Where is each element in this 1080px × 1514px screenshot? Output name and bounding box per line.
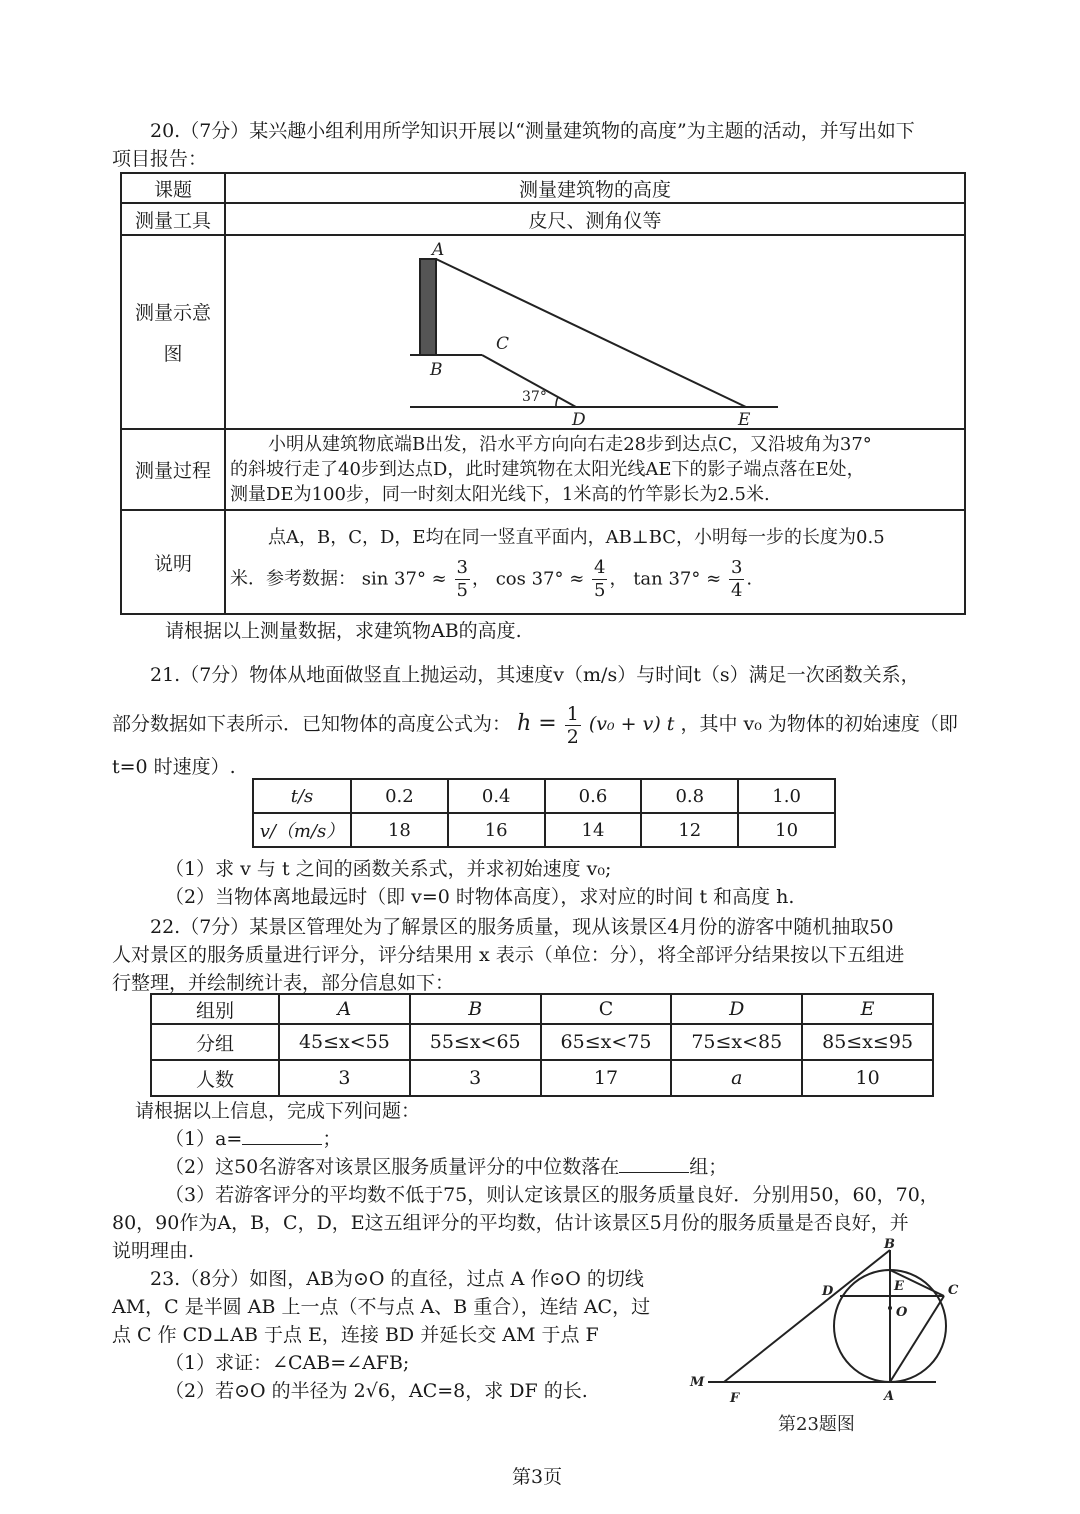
fig-label-d: D [822, 1284, 834, 1299]
angle-arc [556, 397, 558, 407]
label-d: D [572, 410, 586, 427]
q21-sub2: （2）当物体离地最远时（即 v=0 时物体高度），求对应的时间 t 和高度 h. [165, 886, 795, 908]
q22-sub3-line3: 说明理由. [112, 1240, 195, 1262]
q20-sin-text: sin 37° ≈ [361, 568, 447, 589]
q23-sub2-radius: 2√6 [353, 1380, 390, 1402]
cos-den: 5 [594, 579, 606, 601]
formula-num: 1 [566, 702, 579, 725]
q21-sub1: （1）求 v 与 t 之间的函数关系式，并求初始速度 v₀; [165, 858, 612, 880]
q20-tools-label: 测量工具 [121, 203, 225, 235]
q22-sub1 [165, 1126, 341, 1152]
q21-formula-h: h = [517, 711, 557, 736]
q23-sub2-prefix: （2）若⊙O 的半径为 [165, 1380, 348, 1402]
q22-sub3-line1: （3）若游客评分的平均数不低于75，则认定该景区的服务质量良好．分别用50，60，70， [165, 1184, 939, 1206]
q21-line3: t=0 时速度）. [112, 756, 236, 778]
q21-table-header-row [253, 779, 835, 813]
sun-ray-ae [436, 259, 746, 407]
q22-cell: 17 [541, 1060, 672, 1096]
fig-caption: 第23题图 [778, 1414, 855, 1435]
q22-sub2-prefix: （2）这50名游客对该景区服务质量评分的中位数落在 [165, 1156, 620, 1178]
q21-cell: 16 [448, 813, 545, 847]
q20-topic-label: 课题 [121, 173, 225, 203]
q20-process-line3: 测量DE为100步，同一时刻太阳光线下，1米高的竹竿影长为2.5米. [230, 484, 770, 505]
q21-cell: 0.2 [351, 779, 448, 813]
q22-cell: 10 [802, 1060, 933, 1096]
building-shape [420, 259, 436, 355]
q22-cell: D [671, 994, 802, 1024]
label-e: E [738, 410, 751, 427]
q22-prompt: 请根据以上信息，完成下列问题： [135, 1100, 421, 1122]
q23-figure [680, 1236, 980, 1436]
q20-note-line1: 点A，B，C，D，E均在同一竖直平面内，AB⊥BC，小明每一步的长度为0.5 [268, 526, 885, 548]
fig-label-b: B [884, 1237, 895, 1252]
q21-line2-prefix: 部分数据如下表所示．已知物体的高度公式为： [112, 713, 512, 735]
q21-cell: t/s [253, 779, 351, 813]
q20-report-table [120, 172, 966, 615]
q23-line3: 点 C 作 CD⊥AB 于点 E，连接 BD 并延长交 AM 于点 F [112, 1324, 599, 1346]
center-point [888, 1306, 892, 1310]
q20-question: 请根据以上测量数据，求建筑物AB的高度. [165, 620, 522, 642]
fig-label-f: F [730, 1391, 740, 1406]
q21-cell: 0.8 [641, 779, 738, 813]
line-bf [724, 1250, 890, 1382]
q20-diagram-cell [225, 235, 965, 429]
q20-note-text [225, 510, 965, 614]
q22-sub2 [165, 1154, 727, 1180]
q20-topic-value: 测量建筑物的高度 [225, 173, 965, 203]
q22-sub2-blank[interactable] [619, 1154, 689, 1173]
q22-cell: 45≤x<55 [279, 1024, 410, 1060]
q20-diagram [226, 237, 964, 427]
q22-sub1-suffix: ； [322, 1128, 342, 1150]
q22-sub3-line2: 80，90作为A，B，C，D，E这五组评分的平均数，估计该景区5月份的服务质量是否良好，并 [112, 1212, 909, 1234]
q21-line2-suffix: ，其中 v₀ 为物体的初始速度（即 [680, 713, 958, 735]
q20-diagram-label-1: 测量示意 [134, 302, 211, 324]
fig-label-e: E [894, 1279, 904, 1294]
page-number: 第3页 [512, 1466, 563, 1488]
q22-sub1-blank[interactable] [242, 1126, 322, 1145]
q22-cell: 85≤x≤95 [802, 1024, 933, 1060]
q22-cell: C [541, 994, 672, 1024]
q23-sub1: （1）求证：∠CAB=∠AFB; [165, 1352, 410, 1374]
label-b: B [430, 360, 443, 380]
q21-cell: 18 [351, 813, 448, 847]
q20-tools-value: 皮尺、测角仪等 [225, 203, 965, 235]
q20-tan-frac [729, 557, 744, 602]
q20-stem-line2: 项目报告： [112, 148, 208, 170]
q21-cell: 12 [641, 813, 738, 847]
q21-cell: v/（m/s） [253, 813, 351, 847]
q21-formula-rest: (v₀ + v) t [588, 713, 675, 735]
q21-line1: 21.（7分）物体从地面做竖直上抛运动，其速度v（m/s）与时间t（s）满足一次函数关系， [150, 664, 920, 686]
q23-sub2 [165, 1378, 588, 1404]
q21-cell: 0.4 [448, 779, 545, 813]
q20-cos-frac [592, 557, 607, 602]
q22-cell: E [802, 994, 933, 1024]
q21-cell: 14 [545, 813, 642, 847]
fig-label-a: A [884, 1389, 895, 1404]
q20-ref-prefix: 米．参考数据： [230, 568, 356, 589]
label-a: A [432, 240, 445, 260]
fig-label-c: C [948, 1283, 959, 1298]
fig-label-o: O [896, 1305, 908, 1320]
q21-formula-frac [565, 703, 581, 748]
q22-cell: 人数 [151, 1060, 279, 1096]
q22-cell: 组别 [151, 994, 279, 1024]
q22-cell: 分组 [151, 1024, 279, 1060]
q23-sub2-suffix: ，AC=8，求 DF 的长. [389, 1380, 588, 1402]
q20-note-label: 说明 [121, 510, 225, 614]
tan-num: 3 [730, 556, 743, 578]
q22-cell: B [410, 994, 541, 1024]
q21-cell: 10 [738, 813, 835, 847]
q21-line2 [112, 702, 958, 748]
q22-cell: 65≤x<75 [541, 1024, 672, 1060]
formula-den: 2 [566, 725, 579, 748]
sin-den: 5 [456, 579, 468, 601]
q22-cell: 75≤x<85 [671, 1024, 802, 1060]
q22-cell: A [279, 994, 410, 1024]
q20-note-line2: 米．参考数据： sin 37° ≈ $\frac{3}{5}$ ， cos 37° ≈ $\frac{4}{5}$ ， tan 37° ≈ $\frac{3}{4}$ . [230, 556, 753, 601]
q22-sub2-suffix: 组； [689, 1156, 728, 1178]
q22-line3: 行整理，并绘制统计表，部分信息如下： [112, 972, 455, 994]
q23-line2: AM，C 是半圆 AB 上一点（不与点 A、B 重合），连结 AC，过 [112, 1296, 651, 1318]
q20-sin-frac [455, 557, 470, 602]
q22-line2: 人对景区的服务质量进行评分，评分结果用 x 表示（单位：分），将全部评分结果按以下五组进 [112, 944, 905, 966]
tan-den: 4 [730, 579, 743, 601]
q20-process-text [225, 429, 965, 510]
q21-cell: 0.6 [545, 779, 642, 813]
q22-row-count [151, 1060, 933, 1096]
label-angle: 37° [522, 389, 547, 405]
q20-diagram-label-2: 图 [163, 343, 183, 365]
q21-cell: 1.0 [738, 779, 835, 813]
q22-row-group [151, 994, 933, 1024]
q20-process-label: 测量过程 [121, 429, 225, 510]
q23-line1: 23.（8分）如图，AB为⊙O 的直径，过点 A 作⊙O 的切线 [150, 1268, 644, 1290]
q22-sub1-prefix: （1）a= [165, 1128, 243, 1150]
q21-table-value-row [253, 813, 835, 847]
q20-process-line1: 小明从建筑物底端B出发，沿水平方向向右走28步到达点C，又沿坡角为37° [268, 434, 872, 455]
fig-label-m: M [690, 1375, 705, 1390]
sin-num: 3 [456, 556, 468, 578]
q20-process-line2: 的斜坡行走了40步到达点D，此时建筑物在太阳光线AE下的影子端点落在E处， [230, 459, 865, 480]
label-c: C [496, 334, 510, 354]
q22-cell: a [671, 1060, 802, 1096]
q22-row-range [151, 1024, 933, 1060]
q20-diagram-label [121, 235, 225, 429]
q22-line1: 22.（7分）某景区管理处为了解景区的服务质量，现从该景区4月份的游客中随机抽取50 [150, 916, 894, 938]
q22-table [150, 993, 934, 1097]
q20-stem-line1: 20.（7分）某兴趣小组利用所学知识开展以“测量建筑物的高度”为主题的活动，并写出如下 [150, 120, 915, 142]
q21-table [252, 778, 836, 848]
q22-cell: 3 [410, 1060, 541, 1096]
q20-tan-text: tan 37° ≈ [633, 568, 722, 589]
cos-num: 4 [594, 556, 606, 578]
q22-cell: 55≤x<65 [410, 1024, 541, 1060]
q22-cell: 3 [279, 1060, 410, 1096]
q20-cos-text: cos 37° ≈ [495, 568, 585, 589]
